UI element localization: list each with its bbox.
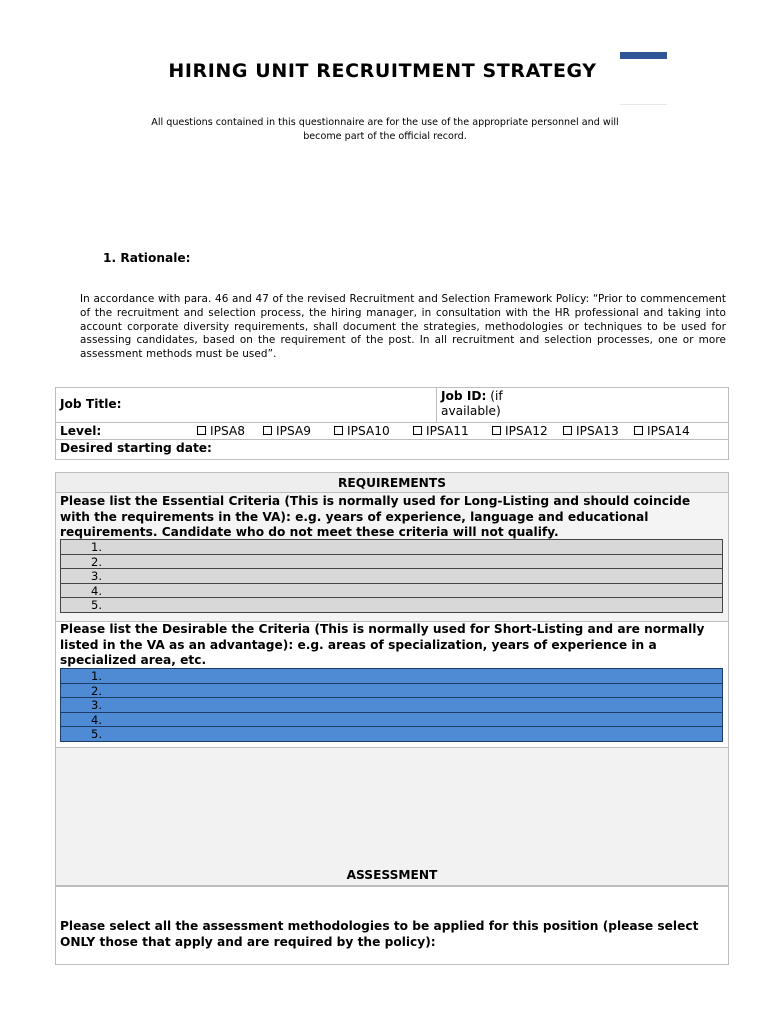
level-option-ipsa11[interactable]: IPSA11	[413, 424, 469, 438]
level-option-ipsa14[interactable]: IPSA14	[634, 424, 690, 438]
intro-text: All questions contained in this questionnaire are for the use of the appropriate personnel and will become part of the official record.	[151, 117, 619, 142]
desirable-criteria-field[interactable]: 2.	[60, 683, 723, 699]
desirable-criteria-prompt: Please list the Desirable the Criteria (This is normally used for Short-Listing and are normally listed in the VA as an advantage): e.g. areas of specialization, years of experience in a specialized area, etc.	[60, 622, 705, 667]
desirable-criteria-field[interactable]: 3.	[60, 697, 723, 713]
logo-bar	[620, 52, 667, 59]
essential-criteria-section	[56, 493, 728, 622]
job-id-hint: (if available)	[441, 389, 503, 418]
assessment-heading: ASSESSMENT	[346, 868, 438, 882]
desirable-criteria-field[interactable]: 5.	[60, 726, 723, 742]
level-option-ipsa10[interactable]: IPSA10	[334, 424, 390, 438]
level-option-ipsa9[interactable]: IPSA9	[263, 424, 311, 438]
assessment-section	[56, 868, 728, 964]
essential-criteria-field[interactable]: 1.	[60, 539, 723, 555]
rationale-heading: 1. Rationale:	[103, 251, 191, 265]
rationale-text: In accordance with para. 46 and 47 of the revised Recruitment and Selection Framework Policy: “Prior to commencement of the recruitment and selection process, the hiring manager, in consultation with the HR professional and taking into account corporate diversity requirements, shall document the strategies, methodologies or techniques to be used for assessing candidates, based on the requirement of the post. In all recruitment and selection processes, one or more assessment methods must be used”.	[80, 293, 726, 361]
checkbox-icon[interactable]	[263, 426, 272, 435]
level-row	[56, 423, 728, 440]
checkbox-icon[interactable]	[413, 426, 422, 435]
requirements-table	[55, 472, 729, 965]
job-info-divider	[436, 388, 437, 423]
desired-date-label: Desired starting date:	[60, 441, 212, 455]
job-title-row	[56, 388, 728, 423]
level-option-ipsa12[interactable]: IPSA12	[492, 424, 548, 438]
essential-criteria-prompt: Please list the Essential Criteria (This is normally used for Long-Listing and should coincide with the requirements in the VA): e.g. years of experience, language and educational requirements. Candidate who do not meet these criteria will not qualify.	[60, 494, 691, 539]
essential-criteria-list	[60, 540, 723, 613]
level-option-ipsa8[interactable]: IPSA8	[197, 424, 245, 438]
essential-criteria-field[interactable]: 4.	[60, 583, 723, 599]
checkbox-icon[interactable]	[334, 426, 343, 435]
job-id-field[interactable]	[441, 389, 561, 419]
page-title: HIRING UNIT RECRUITMENT STRATEGY	[168, 60, 597, 82]
checkbox-icon[interactable]	[197, 426, 206, 435]
essential-criteria-field[interactable]: 3.	[60, 568, 723, 584]
essential-criteria-field[interactable]: 5.	[60, 597, 723, 613]
desirable-criteria-field[interactable]: 4.	[60, 712, 723, 728]
job-id-label: Job ID:	[441, 389, 487, 403]
level-option-ipsa13[interactable]: IPSA13	[563, 424, 619, 438]
blank-section	[56, 748, 728, 886]
essential-criteria-field[interactable]: 2.	[60, 554, 723, 570]
logo-underline	[620, 104, 667, 105]
job-info-table	[55, 387, 729, 460]
desirable-criteria-list	[60, 669, 723, 742]
assessment-divider	[56, 886, 728, 887]
desirable-criteria-field[interactable]: 1.	[60, 668, 723, 684]
desirable-criteria-section	[56, 622, 728, 748]
level-label: Level:	[60, 424, 102, 438]
requirements-header: REQUIREMENTS	[56, 473, 728, 493]
job-title-label: Job Title:	[60, 397, 122, 411]
checkbox-icon[interactable]	[634, 426, 643, 435]
checkbox-icon[interactable]	[492, 426, 501, 435]
checkbox-icon[interactable]	[563, 426, 572, 435]
assessment-prompt: Please select all the assessment methodologies to be applied for this position (please select ONLY those that apply and are required by the policy):	[60, 919, 699, 949]
